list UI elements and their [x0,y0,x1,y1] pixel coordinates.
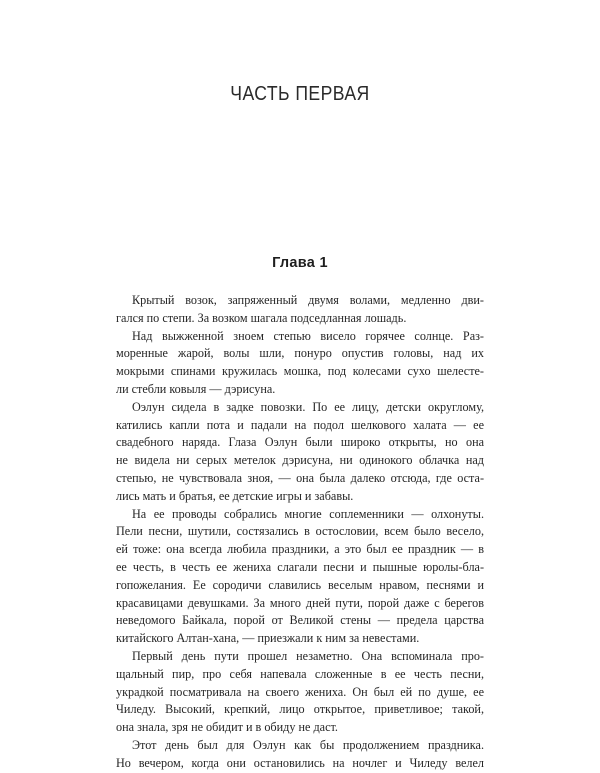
text-line: На ее проводы собрались многие соплеменники — олхонуты. [132,506,484,521]
text-line: ей тоже: она всегда любила праздники, а это был ее праздник — в [116,542,484,557]
text-line: ли стебли ковыля — дэрисуна. [116,381,276,396]
text-line: ее честь, в честь ее жениха слагали песни и пышные юролы-бла- [116,559,484,574]
text-line: китайского Алтан-хана, — приезжали к ним за невестами. [116,631,420,646]
text-line: гопожелания. Ее сородичи славились веселым нравом, песнями и [116,577,484,592]
text-line: Первый день пути прошел незаметно. Она вспоминала про- [132,648,484,663]
text-line: Оэлун сидела в задке повозки. По ее лицу, детски округлому, [132,399,484,414]
text-line: Чиледу. Высокий, крепкий, лицо открытое, приветливое; такой, [116,702,484,717]
chapter-title: Глава 1 [272,255,328,271]
text-line: украдкой посматривала на своего жениха. Он был ей по душе, ее [116,684,484,699]
text-line: свадебного наряда. Глаза Оэлун были широко открыты, но она [116,435,484,450]
text-line: Крытый возок, запряженный двумя волами, медленно дви- [132,293,484,307]
text-line: моренные жарой, волы шли, понуро опустив головы, над их [116,346,484,361]
text-line: Над выжженной зноем степью висело горячее солнце. Раз- [132,328,484,343]
text-line: неведомого Байкала, порой от Великой стены — предела царства [116,613,484,628]
text-line: Пели песни, шутили, состязались в остословии, всем было весело, [116,524,484,539]
text-line: гался по степи. За возком шагала подседланная лошадь. [116,310,407,325]
text-line: лись мать и братья, ее детские игры и забавы. [116,488,354,503]
part-title: ЧАСТЬ ПЕРВАЯ [230,83,370,105]
chapter-text [116,292,484,773]
text-line: степью, не чувствовала зноя, — она была далеко отсюда, где оста- [116,470,484,485]
text-line: мокрыми спинами кружилась мошка, под колесами сухо шелесте- [116,364,484,379]
text-line: щальный пир, про себя напевала сложенные в ее честь песни, [116,666,484,681]
text-line: не видела ни серых метелок дэрисуна, ни одинокого облачка над [116,453,484,468]
text-line: Но вечером, когда они остановились на ночлег и Чиледу велел [116,755,484,770]
text-line: красавицами девушками. За много дней пути, порой даже с берегов [116,595,484,610]
text-line: катились капли пота и падали на подол шелкового халата — ее [116,417,484,432]
text-line: она знала, зря не обидит и в обиду не даст. [116,720,338,735]
text-line: Этот день был для Оэлун как бы продолжением праздника. [132,737,484,752]
